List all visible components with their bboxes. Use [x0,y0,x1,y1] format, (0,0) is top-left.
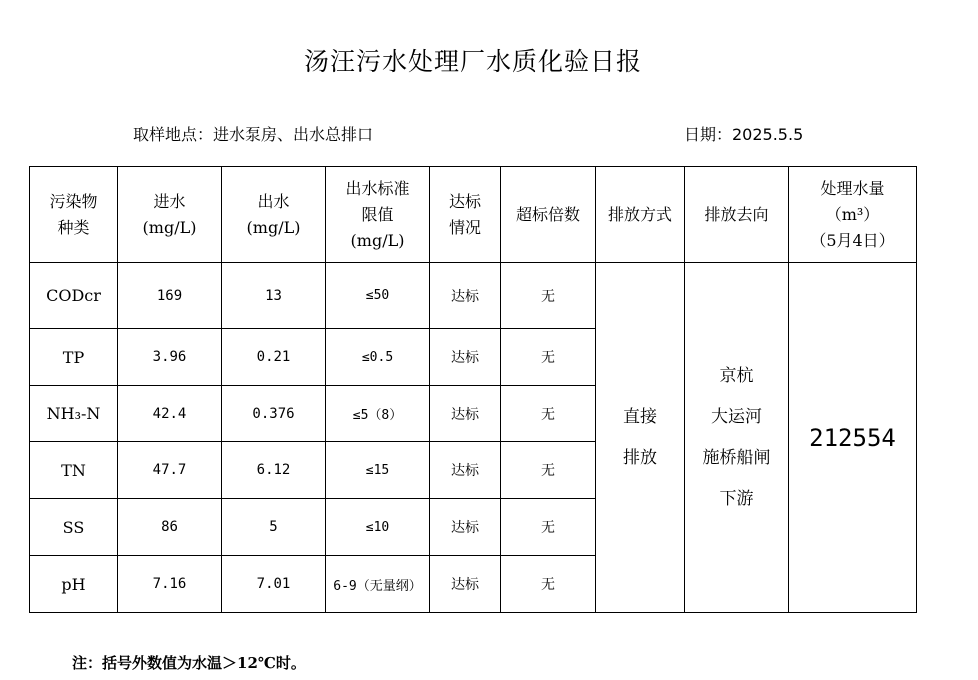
param-cell: TN [30,442,118,499]
effluent-cell: 0.21 [222,329,326,386]
influent-cell: 42.4 [118,386,222,442]
exceed-cell: 无 [501,329,596,386]
discharge-dest-cell: 京杭 大运河 施桥船闸 下游 [685,263,789,613]
header-discharge-dest: 排放去向 [685,167,789,263]
effluent-cell: 0.376 [222,386,326,442]
header-compliance: 达标 情况 [430,167,501,263]
param-cell: NH₃-N [30,386,118,442]
header-row [30,167,917,263]
header-volume: 处理水量 （m³） （5月4日） [789,167,917,263]
limit-cell: ≤5（8） [326,386,430,442]
volume-cell: 212554 [789,263,917,613]
footnote: 注：括号外数值为水温＞12℃时。 [72,654,306,672]
effluent-cell: 6.12 [222,442,326,499]
exceed-cell: 无 [501,499,596,556]
status-cell: 达标 [430,442,501,499]
report-date: 日期：2025.5.5 [684,125,804,144]
effluent-cell: 5 [222,499,326,556]
param-cell: CODcr [30,263,118,329]
report-title: 汤汪污水处理厂水质化验日报 [303,47,642,76]
influent-cell: 3.96 [118,329,222,386]
header-exceed: 超标倍数 [501,167,596,263]
header-discharge-mode: 排放方式 [596,167,685,263]
param-cell: pH [30,556,118,613]
influent-cell: 47.7 [118,442,222,499]
exceed-cell: 无 [501,556,596,613]
header-influent: 进水 (mg/L) [118,167,222,263]
param-cell: TP [30,329,118,386]
effluent-cell: 13 [222,263,326,329]
status-cell: 达标 [430,499,501,556]
influent-cell: 169 [118,263,222,329]
status-cell: 达标 [430,556,501,613]
exceed-cell: 无 [501,386,596,442]
effluent-cell: 7.01 [222,556,326,613]
water-quality-table [29,166,917,613]
limit-cell: ≤15 [326,442,430,499]
status-cell: 达标 [430,329,501,386]
exceed-cell: 无 [501,263,596,329]
header-pollutant: 污染物 种类 [30,167,118,263]
limit-cell: ≤50 [326,263,430,329]
limit-cell: ≤0.5 [326,329,430,386]
limit-cell: ≤10 [326,499,430,556]
influent-cell: 7.16 [118,556,222,613]
status-cell: 达标 [430,386,501,442]
header-effluent: 出水 (mg/L) [222,167,326,263]
status-cell: 达标 [430,263,501,329]
sampling-location: 取样地点：进水泵房、出水总排口 [133,125,374,144]
table-row [30,263,917,329]
header-limit: 出水标准 限值 (mg/L) [326,167,430,263]
param-cell: SS [30,499,118,556]
exceed-cell: 无 [501,442,596,499]
limit-cell: 6-9（无量纲） [326,556,430,613]
discharge-mode-cell: 直接 排放 [596,263,685,613]
influent-cell: 86 [118,499,222,556]
